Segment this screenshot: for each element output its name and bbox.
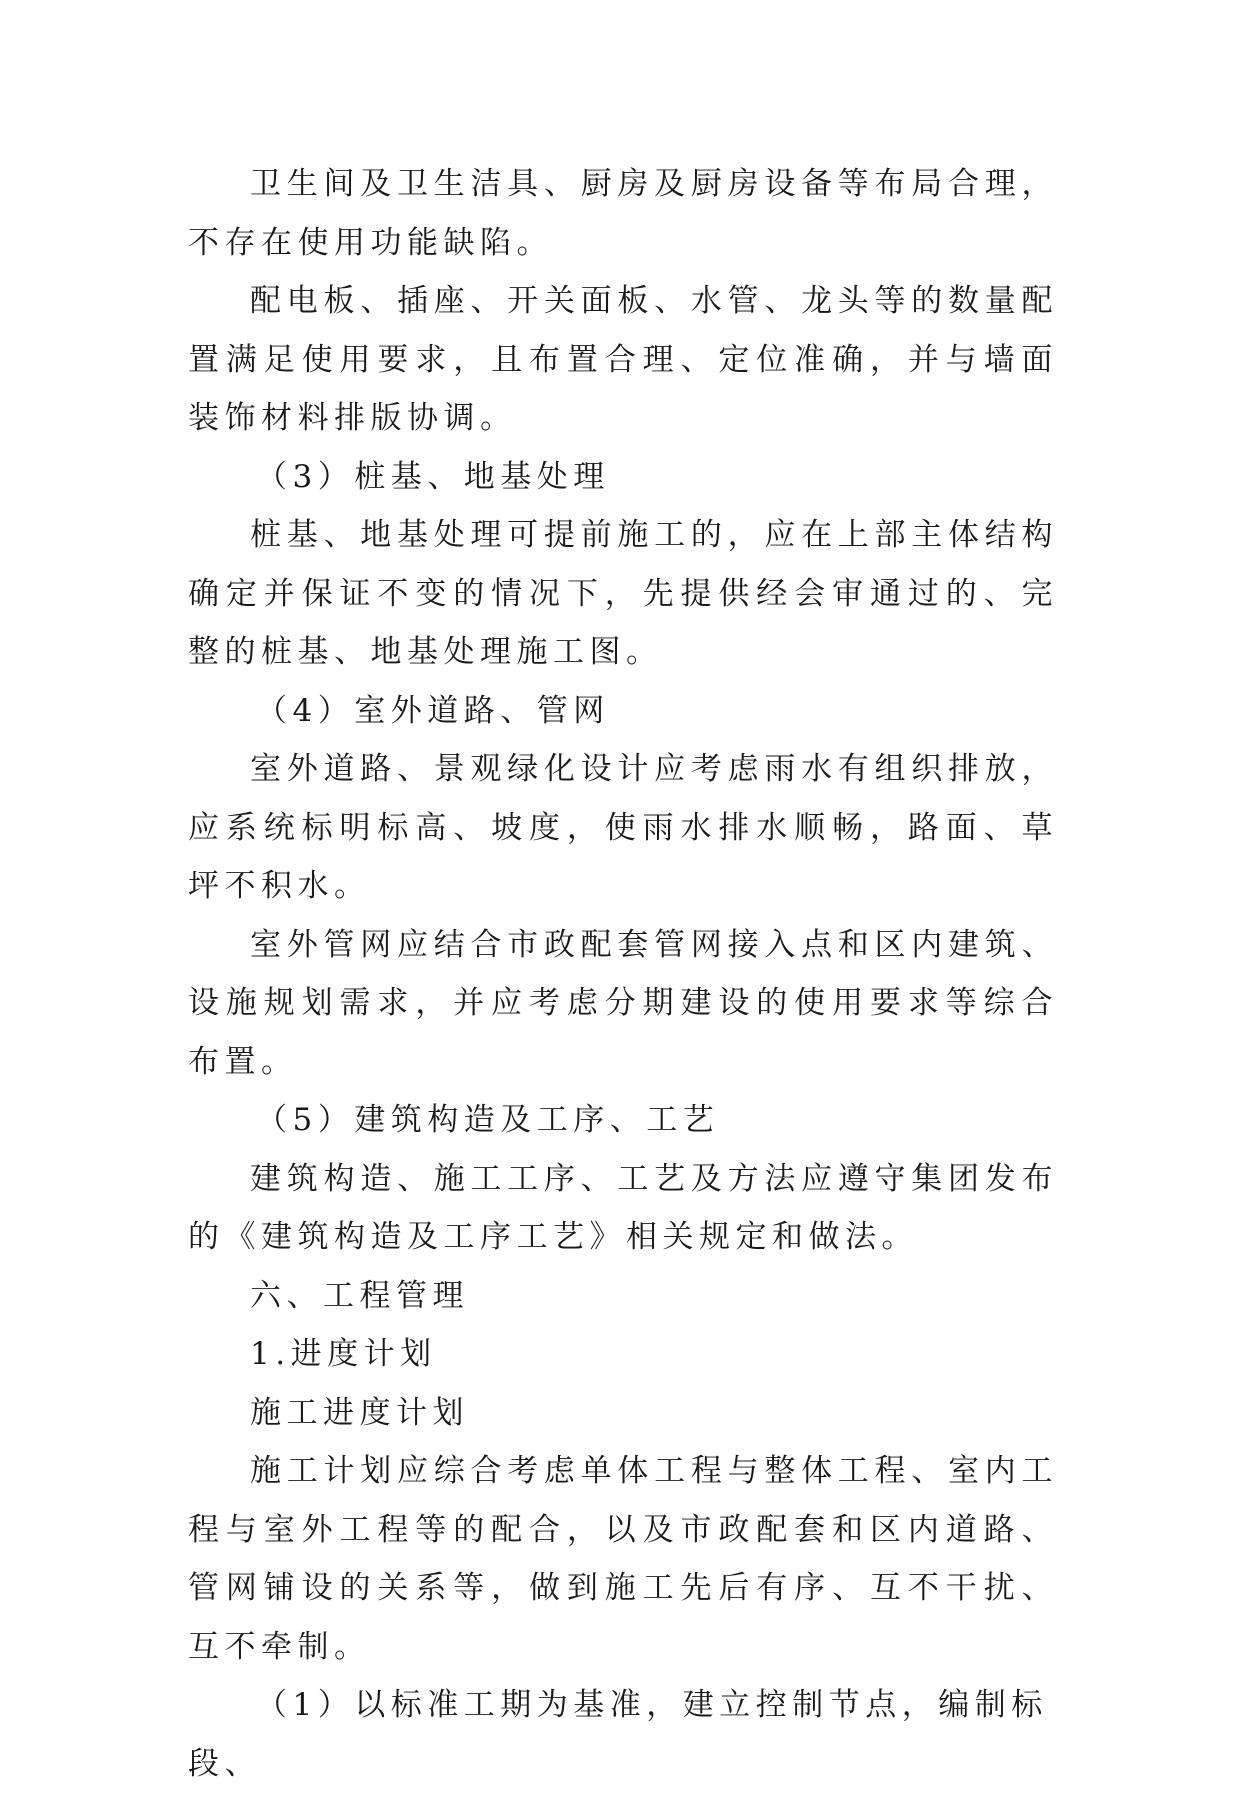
- paragraph-outdoor-pipes: 室外管网应结合市政配套管网接入点和区内建筑、设施规划需求，并应考虑分期建设的使用要求等综合布置。: [188, 926, 1058, 1080]
- subsection-heading-construction-schedule: 施工进度计划: [250, 1394, 469, 1431]
- section-heading-project-management: 六、工程管理: [250, 1277, 469, 1314]
- subheading-construction-process: （5）建筑构造及工序、工艺: [256, 1102, 720, 1138]
- paragraph-pile-foundation: 桩基、地基处理可提前施工的，应在上部主体结构确定并保证不变的情况下，先提供经会审通过的、完整的桩基、地基处理施工图。: [188, 517, 1058, 670]
- subheading-pile-foundation: （3）桩基、地基处理: [256, 458, 610, 495]
- paragraph-electrical-fixtures: 配电板、插座、开关面板、水管、龙头等的数量配置满足使用要求，且布置合理、定位准确，并与墙面装饰材料排版协调。: [188, 283, 1058, 436]
- paragraph-outdoor-roads: 室外道路、景观绿化设计应考虑雨水有组织排放，应系统标明标高、坡度，使雨水排水顺畅，路面、草坪不积水。: [188, 751, 1058, 904]
- list-item-standard-period: （1）以标准工期为基准，建立控制节点，编制标段、: [188, 1687, 1048, 1782]
- paragraph-bathroom-kitchen: 卫生间及卫生洁具、厨房及厨房设备等布局合理，不存在使用功能缺陷。: [188, 166, 1058, 261]
- paragraph-construction-process: 建筑构造、施工工序、工艺及方法应遵守集团发布的《建筑构造及工序工艺》相关规定和做法。: [188, 1160, 1058, 1255]
- subheading-outdoor-roads: （4）室外道路、管网: [256, 692, 610, 729]
- document-body: [188, 155, 1058, 1793]
- paragraph-construction-plan: 施工计划应综合考虑单体工程与整体工程、室内工程与室外工程等的配合，以及市政配套和区内道路、管网铺设的关系等，做到施工先后有序、互不干扰、互不牵制。: [188, 1453, 1058, 1665]
- subsection-heading-schedule: 1.进度计划: [250, 1336, 437, 1372]
